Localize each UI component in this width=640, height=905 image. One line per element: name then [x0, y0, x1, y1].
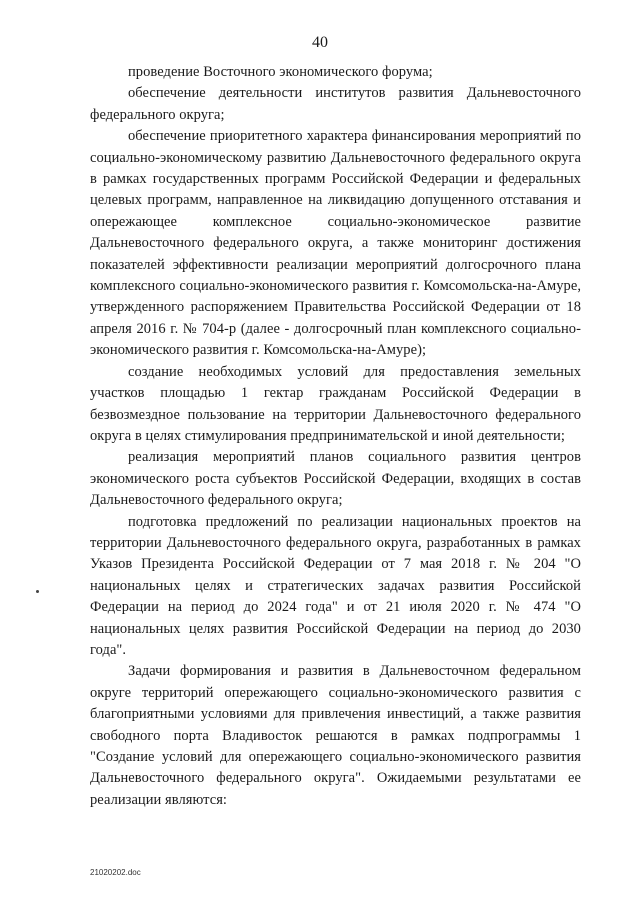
page-number: 40	[312, 34, 328, 51]
paragraph-development-institutions: обеспечение деятельности институтов развития Дальневосточного федерального округа;	[90, 85, 581, 123]
paragraph-advanced-development-territories: Задачи формирования и развития в Дальневосточном федеральном округе территорий опережающего социально-экономического развития с благоприятными условиями для привлечения инвестиций, а также развития свободного порта Владивосток решаются в рамках подпрограммы 1 "Создание условий для опережающего социально-экономического развития Дальневосточного федерального округа". Ожидаемыми результатами ее реализации являются:	[90, 663, 581, 808]
margin-mark	[36, 590, 39, 593]
footer-document-code: 21020202.doc	[90, 868, 141, 877]
paragraph-land-plots: создание необходимых условий для предоставления земельных участков площадью 1 гектар гражданам Российской Федерации в безвозмездное пользование на территории Дальневосточного федерального округа в целях стимулирования предпринимательской и иной деятельности;	[90, 363, 581, 444]
paragraph-eastern-economic-forum: проведение Восточного экономического форума;	[128, 64, 433, 80]
paragraph-national-projects: подготовка предложений по реализации национальных проектов на территории Дальневосточного федерального округа, разработанных в рамках Указов Президента Российской Федерации от 7 мая 2018 г. № 204 "О национальных целях и стратегических задачах развития Российской Федерации на период до 2024 года" и от 21 июля 2020 г. № 474 "О национальных целях развития Российской Федерации на период до 2030 года".	[90, 513, 581, 658]
document-body	[90, 62, 581, 811]
paragraph-growth-centers: реализация мероприятий планов социального развития центров экономического роста субъектов Российской Федерации, входящих в состав Дальневосточного федерального округа;	[90, 449, 581, 509]
paragraph-priority-financing: обеспечение приоритетного характера финансирования мероприятий по социально-экономическому развитию Дальневосточного федерального округа в рамках государственных программ Российской Федерации и федеральных целевых программ, направленное на ликвидацию допущенного отставания и опережающее комплексное социально-экономическое развитие Дальневосточного федерального округа, а также мониторинг достижения показателей эффективности реализации мероприятий долгосрочного плана комплексного социально-экономического развития г. Комсомольска-на-Амуре, утвержденного распоряжением Правительства Российской Федерации от 18 апреля 2016 г. № 704-р (далее - долгосрочный план комплексного социально-экономического развития г. Комсомольска-на-Амуре);	[90, 128, 581, 359]
